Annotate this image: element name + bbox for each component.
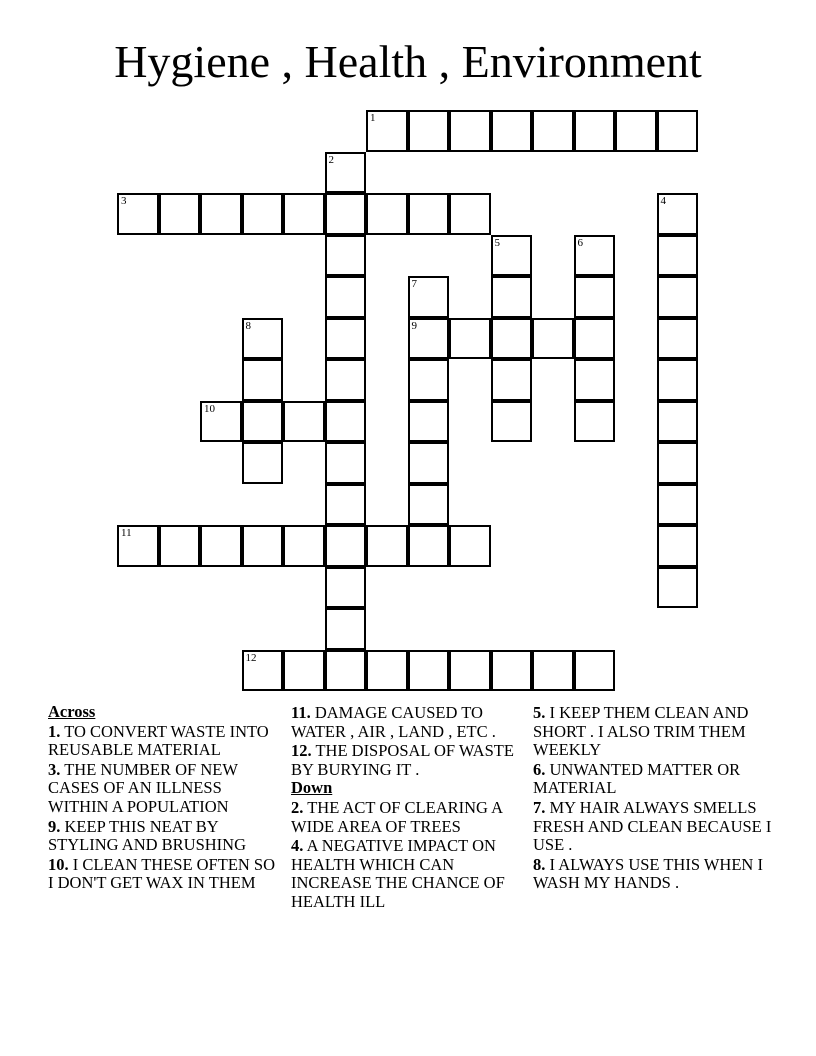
grid-cell[interactable] bbox=[325, 276, 367, 318]
grid-cell[interactable] bbox=[491, 276, 533, 318]
clue-text: THE ACT OF CLEARING A WIDE AREA OF TREES bbox=[291, 797, 503, 836]
grid-cell[interactable] bbox=[408, 484, 450, 526]
clue-number: 12. bbox=[291, 741, 312, 761]
grid-cell[interactable] bbox=[657, 276, 699, 318]
grid-cell[interactable] bbox=[283, 650, 325, 692]
clue-text: DAMAGE CAUSED TO WATER , AIR , LAND , ETC . bbox=[291, 703, 496, 741]
clue-text: A NEGATIVE IMPACT ON HEALTH WHICH CAN INCREASE THE CHANCE OF HEALTH ILL bbox=[291, 836, 505, 911]
grid-cell[interactable] bbox=[408, 525, 450, 567]
cell-number: 5 bbox=[494, 236, 500, 249]
clues-column-2 bbox=[291, 703, 527, 912]
grid-cell[interactable] bbox=[574, 401, 616, 443]
grid-cell[interactable] bbox=[325, 152, 367, 194]
grid-cell[interactable] bbox=[574, 276, 616, 318]
grid-cell[interactable] bbox=[532, 650, 574, 692]
grid-cell[interactable] bbox=[574, 318, 616, 360]
clue-down-2 bbox=[291, 798, 527, 836]
cell-number: 7 bbox=[411, 278, 417, 290]
grid-cell[interactable] bbox=[574, 650, 616, 692]
clue-across-3 bbox=[48, 760, 284, 817]
grid-cell[interactable] bbox=[242, 359, 284, 401]
grid-cell[interactable] bbox=[532, 318, 574, 360]
clue-across-12 bbox=[291, 741, 527, 779]
grid-cell[interactable] bbox=[408, 442, 450, 484]
grid-cell[interactable] bbox=[408, 276, 450, 318]
grid-cell[interactable] bbox=[325, 567, 367, 609]
grid-cell[interactable] bbox=[657, 442, 699, 484]
grid-cell[interactable] bbox=[325, 650, 367, 692]
grid-cell[interactable] bbox=[449, 110, 491, 152]
clue-number: 7. bbox=[533, 797, 546, 817]
grid-cell[interactable] bbox=[491, 235, 533, 277]
grid-cell[interactable] bbox=[657, 235, 699, 277]
cell-number: 11 bbox=[121, 527, 132, 539]
cell-number: 1 bbox=[370, 112, 376, 124]
grid-cell[interactable] bbox=[325, 359, 367, 401]
grid-cell[interactable] bbox=[283, 525, 325, 567]
grid-cell[interactable] bbox=[117, 525, 159, 567]
clue-text: THE DISPOSAL OF WASTE BY BURYING IT . bbox=[291, 741, 514, 779]
clue-number: 6. bbox=[533, 759, 546, 779]
grid-cell[interactable] bbox=[657, 318, 699, 360]
grid-cell[interactable] bbox=[408, 359, 450, 401]
grid-cell[interactable] bbox=[657, 401, 699, 443]
cell-number: 3 bbox=[121, 195, 127, 207]
grid-cell[interactable] bbox=[159, 525, 201, 567]
grid-cell[interactable] bbox=[449, 318, 491, 360]
grid-cell[interactable] bbox=[242, 401, 284, 443]
clues-column-1 bbox=[48, 703, 284, 893]
grid-cell[interactable] bbox=[366, 650, 408, 692]
across-heading: Across bbox=[48, 702, 96, 721]
grid-cell[interactable] bbox=[408, 401, 450, 443]
grid-cell[interactable] bbox=[449, 193, 491, 235]
cell-number: 6 bbox=[577, 236, 583, 249]
clue-text: THE NUMBER OF NEW CASES OF AN ILLNESS WITHIN A POPULATION bbox=[48, 759, 238, 816]
clue-across-9 bbox=[48, 817, 284, 855]
grid-cell[interactable] bbox=[325, 193, 367, 235]
clue-text: I ALWAYS USE THIS WHEN I WASH MY HANDS . bbox=[533, 854, 763, 893]
grid-cell[interactable] bbox=[325, 608, 367, 650]
clue-number: 2. bbox=[291, 797, 304, 817]
grid-cell[interactable] bbox=[491, 318, 533, 360]
cell-number: 12 bbox=[245, 651, 257, 664]
clue-number: 8. bbox=[533, 854, 546, 874]
grid-cell[interactable] bbox=[408, 193, 450, 235]
clue-down-6 bbox=[533, 760, 773, 798]
grid-cell[interactable] bbox=[532, 110, 574, 152]
grid-cell[interactable] bbox=[242, 525, 284, 567]
clue-down-8 bbox=[533, 855, 773, 893]
grid-cell[interactable] bbox=[117, 193, 159, 235]
clue-text: I CLEAN THESE OFTEN SO I DON'T GET WAX IN THEM bbox=[48, 854, 276, 893]
grid-cell[interactable] bbox=[242, 442, 284, 484]
clue-across-1 bbox=[48, 722, 284, 760]
grid-cell[interactable] bbox=[449, 650, 491, 692]
grid-cell[interactable] bbox=[325, 401, 367, 443]
clue-down-7 bbox=[533, 798, 773, 855]
grid-cell[interactable] bbox=[408, 318, 450, 360]
cell-number: 2 bbox=[328, 153, 334, 166]
grid-cell[interactable] bbox=[242, 318, 284, 360]
grid-cell[interactable] bbox=[491, 401, 533, 443]
grid-cell[interactable] bbox=[491, 359, 533, 401]
down-heading: Down bbox=[291, 778, 333, 798]
grid-cell[interactable] bbox=[283, 401, 325, 443]
grid-cell[interactable] bbox=[325, 484, 367, 526]
clue-across-11 bbox=[291, 703, 527, 741]
clue-number: 10. bbox=[48, 854, 69, 874]
grid-cell[interactable] bbox=[366, 193, 408, 235]
grid-cell[interactable] bbox=[574, 110, 616, 152]
grid-cell[interactable] bbox=[325, 235, 367, 277]
clue-down-4 bbox=[291, 836, 527, 911]
grid-cell[interactable] bbox=[242, 650, 284, 692]
clue-text: UNWANTED MATTER OR MATERIAL bbox=[533, 759, 741, 798]
grid-cell[interactable] bbox=[366, 110, 408, 152]
grid-cell[interactable] bbox=[615, 110, 657, 152]
cell-number: 9 bbox=[411, 319, 417, 332]
grid-cell[interactable] bbox=[325, 442, 367, 484]
clue-across-10 bbox=[48, 855, 284, 893]
grid-cell[interactable] bbox=[657, 110, 699, 152]
clue-text: KEEP THIS NEAT BY STYLING AND BRUSHING bbox=[48, 816, 247, 855]
clue-number: 11. bbox=[291, 703, 311, 722]
grid-cell[interactable] bbox=[200, 525, 242, 567]
grid-cell[interactable] bbox=[200, 193, 242, 235]
grid-cell[interactable] bbox=[325, 525, 367, 567]
clue-number: 5. bbox=[533, 703, 546, 722]
grid-cell[interactable] bbox=[283, 193, 325, 235]
grid-cell[interactable] bbox=[657, 484, 699, 526]
clue-number: 3. bbox=[48, 759, 61, 779]
grid-cell[interactable] bbox=[574, 235, 616, 277]
grid-cell[interactable] bbox=[242, 193, 284, 235]
grid-cell[interactable] bbox=[657, 359, 699, 401]
clue-text: TO CONVERT WASTE INTO REUSABLE MATERIAL bbox=[48, 721, 269, 760]
clue-text: I KEEP THEM CLEAN AND SHORT . I ALSO TRIM THEM WEEKLY bbox=[533, 703, 749, 760]
grid-cell[interactable] bbox=[574, 359, 616, 401]
clues-column-3 bbox=[533, 703, 773, 893]
puzzle-title: Hygiene , Health , Environment bbox=[114, 36, 702, 87]
clue-number: 1. bbox=[48, 721, 61, 741]
grid-cell[interactable] bbox=[491, 650, 533, 692]
grid-cell[interactable] bbox=[408, 650, 450, 692]
grid-cell[interactable] bbox=[657, 193, 699, 235]
grid-cell[interactable] bbox=[200, 401, 242, 443]
clue-text: MY HAIR ALWAYS SMELLS FRESH AND CLEAN BECAUSE I USE . bbox=[533, 797, 772, 855]
cell-number: 10 bbox=[204, 402, 215, 415]
grid-cell[interactable] bbox=[366, 525, 408, 567]
clue-number: 4. bbox=[291, 836, 304, 856]
clue-number: 9. bbox=[48, 816, 61, 836]
cell-number: 8 bbox=[245, 319, 251, 332]
cell-number: 4 bbox=[660, 195, 666, 207]
grid-cell[interactable] bbox=[159, 193, 201, 235]
grid-cell[interactable] bbox=[408, 110, 450, 152]
grid-cell[interactable] bbox=[491, 110, 533, 152]
grid-cell[interactable] bbox=[657, 525, 699, 567]
clue-down-5 bbox=[533, 703, 773, 760]
grid-cell[interactable] bbox=[325, 318, 367, 360]
grid-cell[interactable] bbox=[449, 525, 491, 567]
grid-cell[interactable] bbox=[657, 567, 699, 609]
